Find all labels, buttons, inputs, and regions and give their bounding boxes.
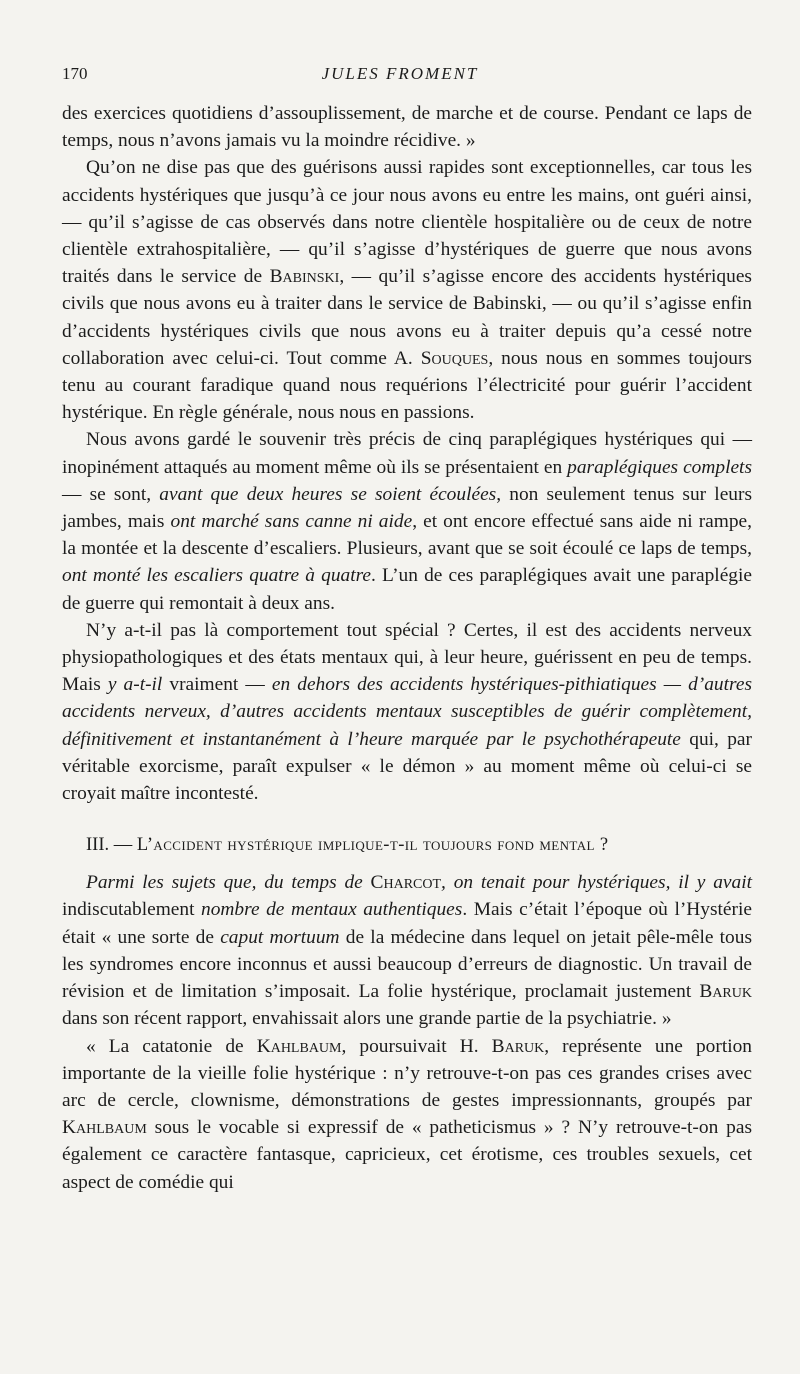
text-run: Qu’on ne dise pas que des guérisons aussi rapides sont exceptionnelles, car tous les accidents hystériques que jusqu’à ce jour nous avons eu entre les mains, ont guéri ainsi, — qu’il s’agisse de cas observés dans notre clientèle hospitalière ou de ceux de notre clientèle extrahospitalière, — qu’il s’agisse d’hystériques de guerre que nous avons traités dans le service de [62,157,752,288]
emphasis: ont marché sans canne ni aide [170,511,413,533]
text-run: , et ont encore effectué sans aide ni rampe, la montée et la descente d’escaliers. Plusieurs, avant que se soit écoulé ce laps de temps, [62,511,753,560]
text-run: dans son récent rapport, envahissait alors une grande partie de la psychiatrie. » [62,1008,672,1030]
text-run: des exercices quotidiens d’assouplissement, de marche et de course. Pendant ce laps de temps, nous n’avons jamais vu la moindre récidive. » [62,103,752,152]
section-heading [62,832,752,859]
paragraph-paraplegiques [62,426,752,616]
text-run: sous le vocable si expressif de « patheticismus » ? N’y retrouve-t-on pas également ce caractère fantasque, capricieux, cet érotisme, ces troubles sexuels, cet aspect de comédie qui [62,1117,752,1193]
author-name-kahlbaum: Kahlbaum [256,1035,342,1057]
text-run: , nous nous en sommes toujours tenu au courant faradique quand nous requérions l’électricité pour guérir l’accident hystérique. En règle générale, nous nous en passions. [62,347,752,424]
emphasis: nombre de mentaux authentiques [201,899,463,921]
body-text [62,100,752,1196]
emphasis: paraplégiques complets [567,456,752,478]
author-name-baruk: Baruk [699,981,752,1003]
paragraph-guerisons [62,154,752,426]
section-title: L’accident hystérique implique-t-il toujours fond mental ? [136,835,609,856]
text-run: , représente une portion importante de la vieille folie hystérique : n’y retrouve-t-on pas ces grandes crises avec arc de cercle, clownisme, démonstrations de gestes impressionnants, groupés par [62,1035,752,1111]
paragraph-comportement [62,617,752,807]
section-spacer [62,859,752,869]
section-number: III. — [86,835,137,856]
text-run: indiscutablement [62,899,202,921]
text-run: de la médecine dans lequel on jetait pêle-mêle tous les syndromes encore inconnus et aussi beaucoup d’erreurs de diagnostic. Un travail de révision et de limitation s’imposait. La folie hystérique, proclamait justement [62,926,752,1003]
text-run: , — qu’il s’agisse encore des accidents hystériques civils que nous avons eu à traiter dans le service de Babinski, — ou qu’il s’agisse enfin d’accidents hystériques civils que nous avons eu à traiter depuis qu’a cessé notre collaboration avec celui-ci. Tout comme A. [62,266,752,369]
author-name-kahlbaum: Kahlbaum [62,1117,147,1139]
page-number: 170 [62,64,88,83]
author-name-baruk: Baruk [491,1035,545,1057]
emphasis: avant que deux heures se soient écoulées [159,483,497,505]
paragraph-charcot [62,869,752,1032]
text-run: . L’un de ces paraplégiques avait une paraplégie de guerre qui remontait à deux ans. [62,565,752,614]
author-name-souques: Souques [420,347,489,369]
text-run: qui, par véritable exorcisme, paraît expulser « le démon » au moment même où celui-ci se croyait maître incontesté. [62,728,752,805]
text-run: Nous avons gardé le souvenir très précis de cinq paraplégiques hystériques qui — inopinément attaqués au moment même où ils se présentaient en [62,429,752,478]
text-run: , poursuivait H. [341,1035,492,1057]
text-run: N’y a-t-il pas là comportement tout spécial ? Certes, il est des accidents nerveux physiopathologiques et des états mentaux qui, à leur heure, guérissent en peu de temps. Mais [62,619,752,696]
emphasis: caput mortuum [220,926,340,948]
text-run: — se sont, [62,483,160,505]
text-run: , non seulement tenus sur leurs jambes, mais [62,483,753,533]
emphasis: y a-t-il [107,674,163,696]
emphasis: Parmi les sujets que, du temps de [86,872,371,894]
page-header [62,64,738,88]
emphasis: en dehors des accidents hystériques-pithiatiques — d’autres accidents nerveux, d’autres accidents mentaux susceptibles de guérir complètement, définitivement et instantanément à l’heure marquée par le psychothérapeute [62,674,752,750]
paragraph-catatonie [62,1033,752,1196]
author-name-charcot: Charcot [370,872,442,894]
text-run: vraiment — [162,674,272,696]
text-run: « La catatonie de [86,1035,257,1057]
author-name-babinski: Babinski [269,266,340,288]
emphasis: ont monté les escaliers quatre à quatre [62,565,372,587]
running-head: JULES FROMENT [321,64,479,83]
text-run: . Mais c’était l’époque où l’Hystérie était « une sorte de [62,899,752,948]
emphasis: , on tenait pour hystériques, il y avait [441,872,752,894]
section-spacer [62,807,752,832]
paragraph-continuation [62,100,752,154]
